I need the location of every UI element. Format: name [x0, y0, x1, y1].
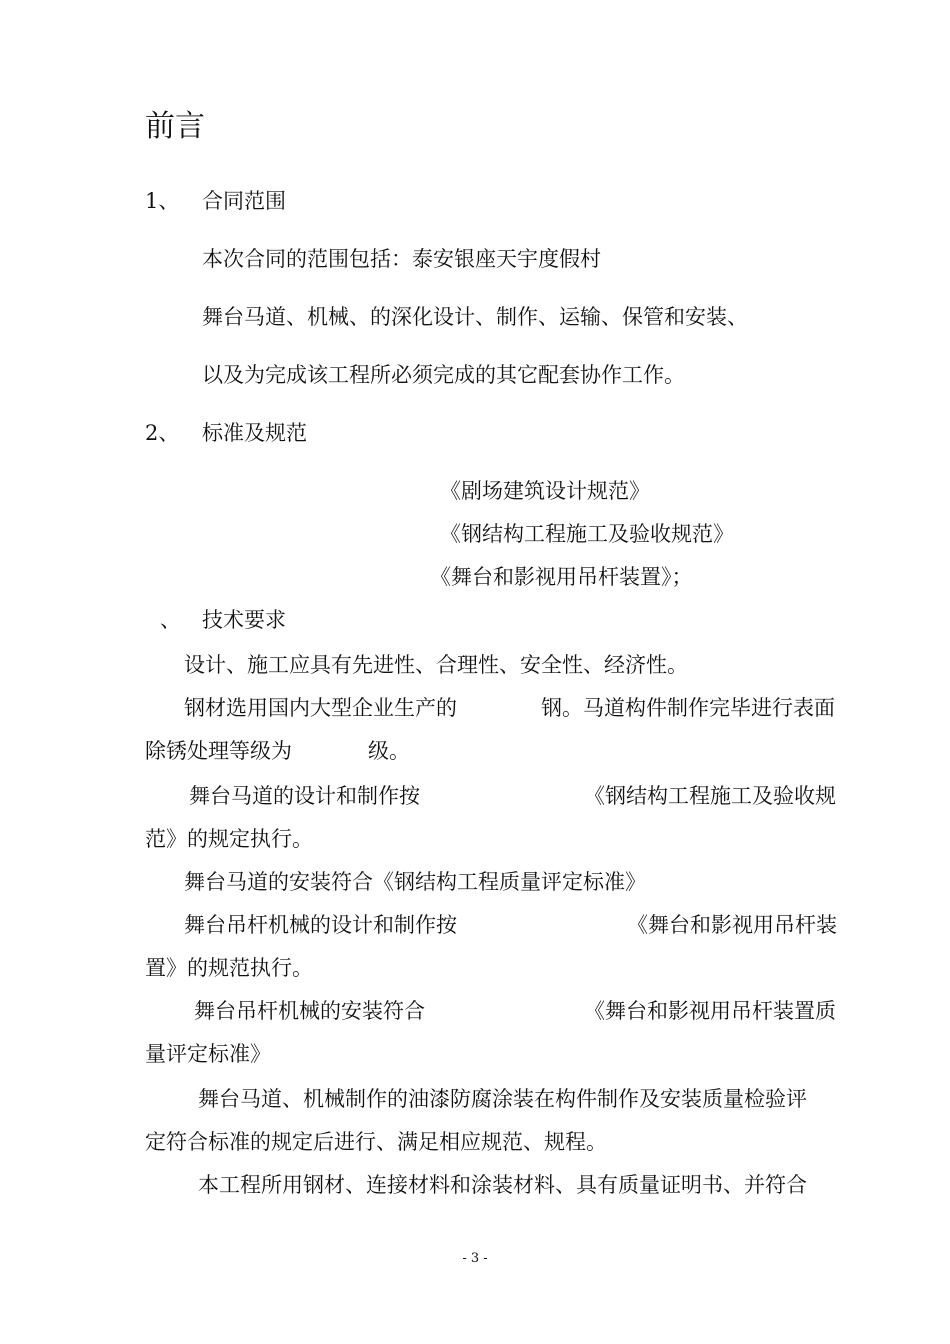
page-title: 前言	[145, 109, 205, 144]
page-number: - 3 -	[462, 1251, 488, 1266]
requirement-paragraph-3-part-c: 范》的规定执行。	[145, 827, 313, 851]
section-2-heading: 标准及规范	[202, 421, 307, 445]
section-1-heading: 合同范围	[202, 189, 286, 213]
standard-item-2: 《钢结构工程施工及验收规范》	[440, 522, 734, 546]
requirement-paragraph-3-part-a: 舞台马道的设计和制作按	[189, 784, 420, 808]
standard-item-3: 《舞台和影视用吊杆装置》；	[430, 565, 693, 589]
requirement-paragraph-2-part-a: 钢材选用国内大型企业生产的	[184, 696, 457, 720]
requirement-paragraph-7-part-a: 舞台马道、机械制作的油漆防腐涂装在构件制作及安装质量检验评	[198, 1087, 807, 1111]
standard-item-1: 《剧场建筑设计规范》	[440, 479, 650, 503]
requirement-paragraph-5-part-b: 《舞台和影视用吊杆装	[627, 913, 837, 937]
section-2-number: 2、	[145, 421, 180, 445]
requirement-paragraph-8: 本工程所用钢材、连接材料和涂装材料、具有质量证明书、并符合	[198, 1173, 807, 1197]
requirement-paragraph-5-part-a: 舞台吊杆机械的设计和制作按	[184, 913, 457, 937]
section-1-line-2: 舞台马道、机械、的深化设计、制作、运输、保管和安装、	[202, 305, 748, 329]
section-3-heading: 技术要求	[202, 608, 286, 632]
section-1-line-1: 本次合同的范围包括：泰安银座天宇度假村	[202, 247, 601, 271]
section-1-number: 1、	[145, 189, 180, 213]
section-1-line-3: 以及为完成该工程所必须完成的其它配套协作工作。	[202, 363, 685, 387]
requirement-paragraph-3-part-b: 《钢结构工程施工及验收规	[584, 784, 836, 808]
requirement-paragraph-6-part-b: 《舞台和影视用吊杆装置质	[584, 999, 836, 1023]
requirement-paragraph-4: 舞台马道的安装符合《钢结构工程质量评定标准》	[184, 870, 646, 894]
requirement-paragraph-5-part-c: 置》的规范执行。	[145, 956, 313, 980]
requirement-paragraph-2-part-b: 钢。马道构件制作完毕进行表面	[541, 696, 835, 720]
requirement-paragraph-7-part-b: 定符合标准的规定后进行、满足相应规范、规程。	[145, 1130, 607, 1154]
section-3-number: 、	[160, 608, 181, 632]
requirement-paragraph-6-part-a: 舞台吊杆机械的安装符合	[194, 999, 425, 1023]
requirement-paragraph-1: 设计、施工应具有先进性、合理性、安全性、经济性。	[184, 653, 688, 677]
requirement-paragraph-6-part-c: 量评定标准》	[145, 1042, 271, 1066]
requirement-paragraph-2-part-d: 级。	[368, 739, 410, 763]
requirement-paragraph-2-part-c: 除锈处理等级为	[145, 739, 292, 763]
